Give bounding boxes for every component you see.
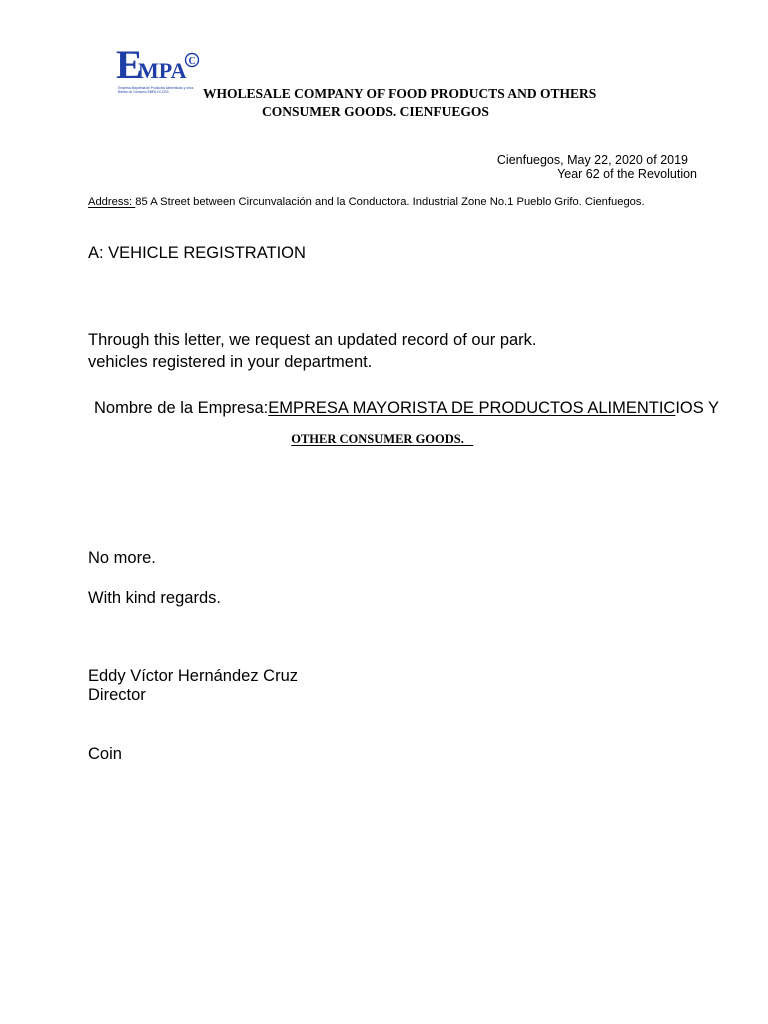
- logo-letters: MPA: [138, 58, 187, 83]
- logo-subtext: Empresa Mayorista de Productos Alimenticios y otros Bienes de Consumo EMPA CCCGS: [118, 86, 194, 94]
- revolution-year: Year 62 of the Revolution: [557, 167, 697, 181]
- company-label: Nombre de la Empresa:: [94, 399, 269, 417]
- company-name-rest: IOS Y: [675, 399, 720, 417]
- company-name: [94, 397, 719, 419]
- address-text: 85 A Street between Circunvalación and la Conductora. Industrial Zone No.1 Pueblo Grifo. Cienfuegos.: [135, 196, 645, 208]
- company-logo: [116, 42, 202, 100]
- empa-logo-mark: [116, 42, 202, 88]
- logo-letter-e: E: [116, 42, 143, 87]
- header-line-2: CONSUMER GOODS. CIENFUEGOS: [262, 104, 489, 119]
- address: [88, 195, 645, 209]
- body-line-1: Through this letter, we request an updated record of our park.: [88, 331, 537, 349]
- no-more: No more.: [88, 549, 156, 567]
- coin: Coin: [88, 745, 122, 763]
- date-line: Cienfuegos, May 22, 2020 of 2019: [496, 153, 688, 167]
- address-label: Address:: [88, 196, 136, 208]
- signatory-name: Eddy Víctor Hernández Cruz: [88, 667, 299, 685]
- regards: With kind regards.: [88, 589, 221, 607]
- signatory-title: Director: [88, 686, 146, 704]
- company-name-line-2: [285, 417, 473, 447]
- recipient: A: VEHICLE REGISTRATION: [88, 244, 306, 262]
- company-name-underlined: EMPRESA MAYORISTA DE PRODUCTOS ALIMENTIC: [268, 399, 676, 417]
- header-line-1: WHOLESALE COMPANY OF FOOD PRODUCTS AND OTHERS: [203, 86, 597, 101]
- body-line-2: vehicles registered in your department.: [88, 353, 373, 371]
- company-line2-text: OTHER CONSUMER GOODS.: [291, 432, 474, 446]
- logo-badge-letter: C: [188, 56, 196, 67]
